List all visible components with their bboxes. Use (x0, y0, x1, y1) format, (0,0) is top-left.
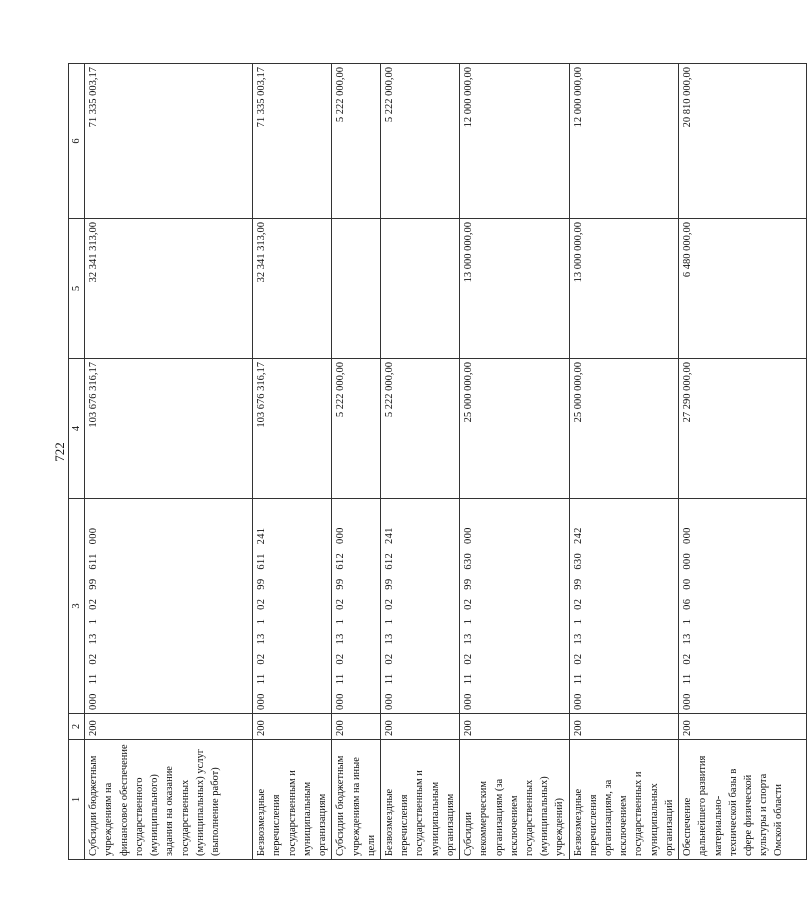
code-segment: 02 (256, 598, 268, 610)
column-number-4: 4 (69, 359, 85, 499)
code-segment: 000 (682, 552, 694, 570)
row-amount-col4: 27 290 000,00 (679, 359, 807, 499)
code-segment: 1 (463, 618, 475, 625)
row-amount-col5: 13 000 000,00 (569, 219, 679, 359)
code-segment: 02 (463, 653, 475, 665)
table-row (460, 64, 570, 860)
code-segment: 13 (463, 633, 475, 645)
code-segment: 13 (256, 633, 268, 645)
code-segment: 000 (88, 527, 100, 545)
row-admin-code-cell: 200 (569, 714, 679, 740)
row-amount-col5: 32 341 313,00 (85, 219, 253, 359)
rotated-table-wrapper (68, 64, 785, 860)
table-row (380, 64, 459, 860)
row-name-cell: Безвозмездные перечисления организациям, за исключением государственных и муниципальных организаций (569, 740, 679, 860)
code-segment: 630 (572, 552, 584, 570)
code-segment: 1 (383, 618, 395, 625)
code-segment: 99 (256, 578, 268, 590)
row-name-cell: Субсидии бюджетным учреждениям на иные цели (332, 740, 381, 860)
code-segment: 06 (682, 598, 694, 610)
code-segment: 000 (88, 693, 100, 710)
code-segment: 11 (572, 673, 584, 685)
code-segment: 11 (463, 673, 475, 685)
row-budget-code-cell (679, 499, 807, 714)
row-admin-code-cell: 200 (679, 714, 807, 740)
code-segment: 13 (88, 633, 100, 645)
code-segment: 13 (682, 633, 694, 645)
row-name-cell: Субсидии некоммерческим организациям (за исключением государственных (муниципальных) учреждений) (460, 740, 570, 860)
code-segment: 02 (335, 598, 347, 610)
row-name-cell: Субсидии бюджетным учреждениям на финансовое обеспечение государственного (муниципального) задания на оказание государственных (муниципальных) услуг (выполнение работ) (85, 740, 253, 860)
budget-table (68, 63, 807, 860)
code-segment: 13 (335, 633, 347, 645)
row-name-cell: Обеспечение дальнейшего развития материально-технической базы в сфере физической культуры и спорта Омской области (679, 740, 807, 860)
code-segment: 000 (256, 693, 268, 710)
code-segment: 99 (463, 578, 475, 590)
page-number: 722 (52, 442, 67, 462)
row-admin-code-cell: 200 (460, 714, 570, 740)
code-segment: 1 (335, 618, 347, 625)
code-segment: 02 (335, 653, 347, 665)
code-segment: 000 (383, 693, 395, 710)
code-segment: 11 (256, 673, 268, 685)
code-segment: 13 (572, 633, 584, 645)
code-segment: 1 (256, 618, 268, 625)
row-amount-col4: 5 222 000,00 (380, 359, 459, 499)
code-segment: 11 (335, 673, 347, 685)
row-amount-col6: 71 335 003,17 (85, 64, 253, 219)
code-segment: 000 (463, 693, 475, 710)
row-budget-code-cell (569, 499, 679, 714)
row-admin-code-cell: 200 (253, 714, 332, 740)
code-segment: 630 (463, 552, 475, 570)
code-segment: 02 (88, 598, 100, 610)
code-segment: 241 (256, 527, 268, 545)
row-amount-col4: 103 676 316,17 (253, 359, 332, 499)
row-amount-col4: 103 676 316,17 (85, 359, 253, 499)
code-segment: 1 (88, 618, 100, 625)
row-amount-col6: 5 222 000,00 (332, 64, 381, 219)
column-number-row (69, 64, 85, 860)
row-amount-col6: 5 222 000,00 (380, 64, 459, 219)
code-segment: 02 (383, 653, 395, 665)
row-name-cell: Безвозмездные перечисления государственным и муниципальным организациям (380, 740, 459, 860)
code-segment: 1 (572, 618, 584, 625)
table-row (679, 64, 807, 860)
row-amount-col5 (380, 219, 459, 359)
code-segment: 02 (463, 598, 475, 610)
code-segment: 000 (682, 527, 694, 544)
code-segment: 000 (335, 527, 347, 544)
row-admin-code-cell: 200 (380, 714, 459, 740)
column-number-1: 1 (69, 740, 85, 860)
row-amount-col5: 6 480 000,00 (679, 219, 807, 359)
row-amount-col4: 5 222 000,00 (332, 359, 381, 499)
code-segment: 612 (383, 552, 395, 570)
row-budget-code-cell (85, 499, 253, 714)
table-row (332, 64, 381, 860)
row-amount-col6: 71 335 003,17 (253, 64, 332, 219)
code-segment: 11 (383, 673, 395, 685)
row-budget-code-cell (380, 499, 459, 714)
code-segment: 13 (383, 633, 395, 645)
code-segment: 242 (572, 527, 584, 544)
code-segment: 02 (572, 598, 584, 610)
table-row (253, 64, 332, 860)
code-segment: 000 (463, 527, 475, 544)
code-segment: 02 (383, 598, 395, 610)
code-segment: 02 (88, 653, 100, 665)
column-number-3: 3 (69, 499, 85, 714)
code-segment: 02 (572, 653, 584, 665)
code-segment: 99 (88, 578, 100, 590)
row-amount-col4: 25 000 000,00 (460, 359, 570, 499)
row-name-cell: Безвозмездные перечисления государственным и муниципальным организациям (253, 740, 332, 860)
code-segment: 612 (335, 552, 347, 570)
row-budget-code-cell (253, 499, 332, 714)
code-segment: 99 (335, 578, 347, 590)
code-segment: 00 (682, 578, 694, 590)
row-amount-col4: 25 000 000,00 (569, 359, 679, 499)
code-segment: 241 (383, 527, 395, 544)
code-segment: 000 (682, 693, 694, 710)
column-number-2: 2 (69, 714, 85, 740)
code-segment: 611 (256, 553, 268, 570)
column-number-6: 6 (69, 64, 85, 219)
code-segment: 000 (572, 693, 584, 710)
row-admin-code-cell: 200 (332, 714, 381, 740)
row-amount-col5: 13 000 000,00 (460, 219, 570, 359)
code-segment: 99 (572, 578, 584, 590)
code-segment: 000 (335, 693, 347, 710)
table-row (569, 64, 679, 860)
row-amount-col6: 20 810 000,00 (679, 64, 807, 219)
code-segment: 02 (682, 653, 694, 665)
row-budget-code-cell (332, 499, 381, 714)
code-segment: 611 (88, 553, 100, 570)
table-row (85, 64, 253, 860)
code-segment: 02 (256, 653, 268, 665)
code-segment: 99 (383, 578, 395, 590)
column-number-5: 5 (69, 219, 85, 359)
row-admin-code-cell: 200 (85, 714, 253, 740)
code-segment: 11 (682, 673, 694, 685)
row-budget-code-cell (460, 499, 570, 714)
row-amount-col6: 12 000 000,00 (460, 64, 570, 219)
row-amount-col5: 32 341 313,00 (253, 219, 332, 359)
code-segment: 1 (682, 618, 694, 625)
code-segment: 11 (88, 673, 100, 685)
row-amount-col6: 12 000 000,00 (569, 64, 679, 219)
budget-table-body (69, 64, 807, 860)
row-amount-col5 (332, 219, 381, 359)
